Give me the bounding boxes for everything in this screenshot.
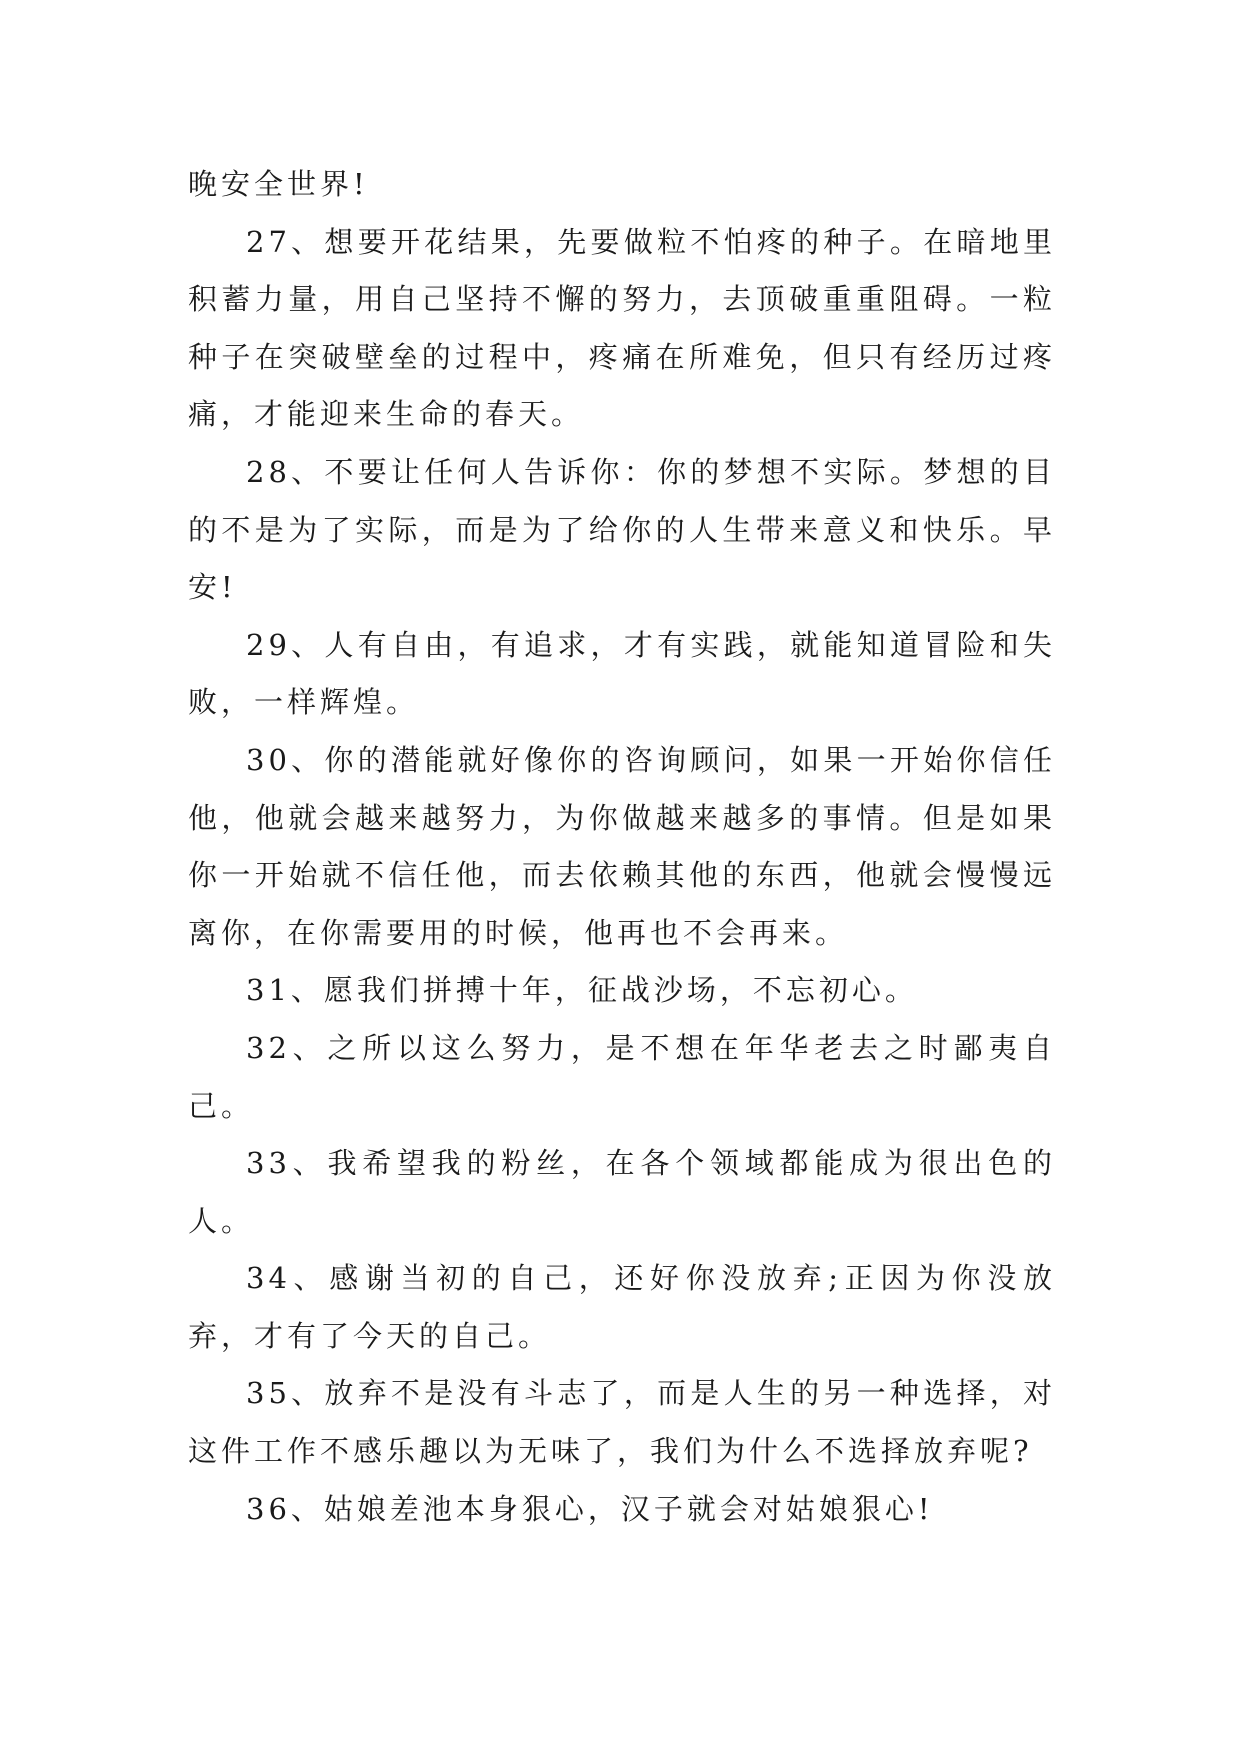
document-body (188, 156, 1056, 1538)
paragraph-35: 35、放弃不是没有斗志了，而是人生的另一种选择，对这件工作不感乐趣以为无味了，我们为什么不选择放弃呢? (188, 1376, 1056, 1469)
paragraph-29: 29、人有自由，有追求，才有实践，就能知道冒险和失败，一样辉煌。 (188, 627, 1056, 720)
paragraph-27: 27、想要开花结果，先要做粒不怕疼的种子。在暗地里积蓄力量，用自己坚持不懈的努力，去顶破重重阻碍。一粒种子在突破壁垒的过程中，疼痛在所难免，但只有经历过疼痛，才能迎来生命的春天。 (188, 224, 1056, 432)
paragraph-34: 34、感谢当初的自己，还好你没放弃;正因为你没放弃，才有了今天的自己。 (188, 1261, 1056, 1353)
paragraph-31: 31、愿我们拼搏十年，征战沙场，不忘初心。 (246, 973, 918, 1008)
paragraph-0: 晚安全世界! (188, 167, 369, 201)
paragraph-30: 30、你的潜能就好像你的咨询顾问，如果一开始你信任他，他就会越来越努力，为你做越来越多的事情。但是如果你一开始就不信任他，而去依赖其他的东西，他就会慢慢远离你，在你需要用的时候，他再也不会再来。 (188, 742, 1056, 950)
paragraph-32: 32、之所以这么努力，是不想在年华老去之时鄙夷自己。 (188, 1030, 1056, 1123)
paragraph-28: 28、不要让任何人告诉你：你的梦想不实际。梦想的目的不是为了实际，而是为了给你的人生带来意义和快乐。早安! (188, 454, 1056, 605)
paragraph-36: 36、姑娘差池本身狠心，汉子就会对姑娘狠心! (246, 1491, 934, 1526)
paragraph-33: 33、我希望我的粉丝，在各个领域都能成为很出色的人。 (188, 1146, 1056, 1238)
